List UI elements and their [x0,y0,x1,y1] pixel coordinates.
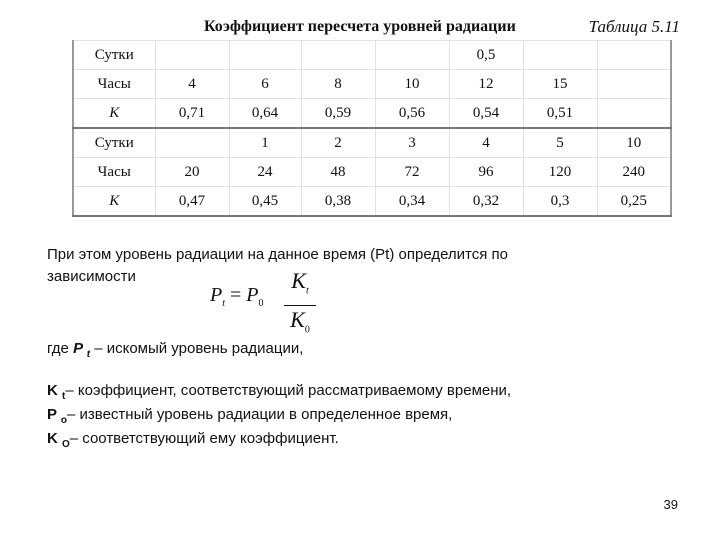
table-cell [597,41,671,70]
definition-p-o: P $_o$– известный уровень радиации в определенное время, [47,406,453,426]
table-cell: 3 [375,128,449,158]
table-cell: 0,59 [301,99,375,129]
page-number: 39 [663,497,678,512]
row-label-cell: Сутки [73,41,155,70]
where-line: где P $_t$ – искомый уровень радиации, [47,340,304,360]
table-cell: 0,54 [449,99,523,129]
table-cell: 4 [449,128,523,158]
table-cell: 0,38 [301,187,375,217]
row-label-cell: K [73,99,155,129]
table-cell: 1 [229,128,301,158]
table-cell [155,128,229,158]
table-cell: 0,71 [155,99,229,129]
table-cell: 10 [375,70,449,99]
definition-k-t: K $_t$– коэффициент, соответствующий рассматриваемому времени, [47,382,512,402]
intro-line-1: При этом уровень радиации на данное время (Pt) определится по [47,246,509,263]
table-cell: 2 [301,128,375,158]
definition-k-o: K $_O$– соответствующий ему коэффициент. [47,430,339,450]
table-cell: 0,56 [375,99,449,129]
row-label-cell: Часы [73,158,155,187]
table-row [73,128,671,158]
table-cell: 15 [523,70,597,99]
table-row [73,41,671,70]
table-cell: 72 [375,158,449,187]
table-cell: 0,5 [449,41,523,70]
table-cell: 0,25 [597,187,671,217]
intro-line-2: зависимости [47,268,136,285]
table-cell: 6 [229,70,301,99]
table-cell: 0,45 [229,187,301,217]
table-cell: 0,51 [523,99,597,129]
table-title: Коэффициент пересчета уровней радиации [204,18,516,35]
table-cell: 12 [449,70,523,99]
table-cell [155,41,229,70]
table-cell [597,70,671,99]
table-row [73,99,671,129]
table-cell [523,41,597,70]
table-cell: 96 [449,158,523,187]
table-cell: 0,64 [229,99,301,129]
row-label-cell: Сутки [73,128,155,158]
table-cell [597,99,671,129]
formula-lhs: $P_t = P_0$ [210,284,264,309]
table-row [73,187,671,217]
table-label: Таблица 5.11 [588,17,680,36]
table-cell: 24 [229,158,301,187]
table-cell [301,41,375,70]
table-cell: 48 [301,158,375,187]
radiation-table [72,40,672,217]
table-header [72,14,680,40]
table-cell: 120 [523,158,597,187]
row-label-cell: K [73,187,155,217]
table-cell [375,41,449,70]
table-cell: 0,34 [375,187,449,217]
table-cell: 4 [155,70,229,99]
table-cell [229,41,301,70]
table-cell: 0,47 [155,187,229,217]
table-cell: 20 [155,158,229,187]
row-label-cell: Часы [73,70,155,99]
table-cell: 240 [597,158,671,187]
table-cell: 0,3 [523,187,597,217]
table-row [73,158,671,187]
formula-fraction: $K_t$ $K_0$ [284,268,316,344]
table-cell: 0,32 [449,187,523,217]
table-cell: 5 [523,128,597,158]
table-cell: 10 [597,128,671,158]
table-cell: 8 [301,70,375,99]
table-row [73,70,671,99]
